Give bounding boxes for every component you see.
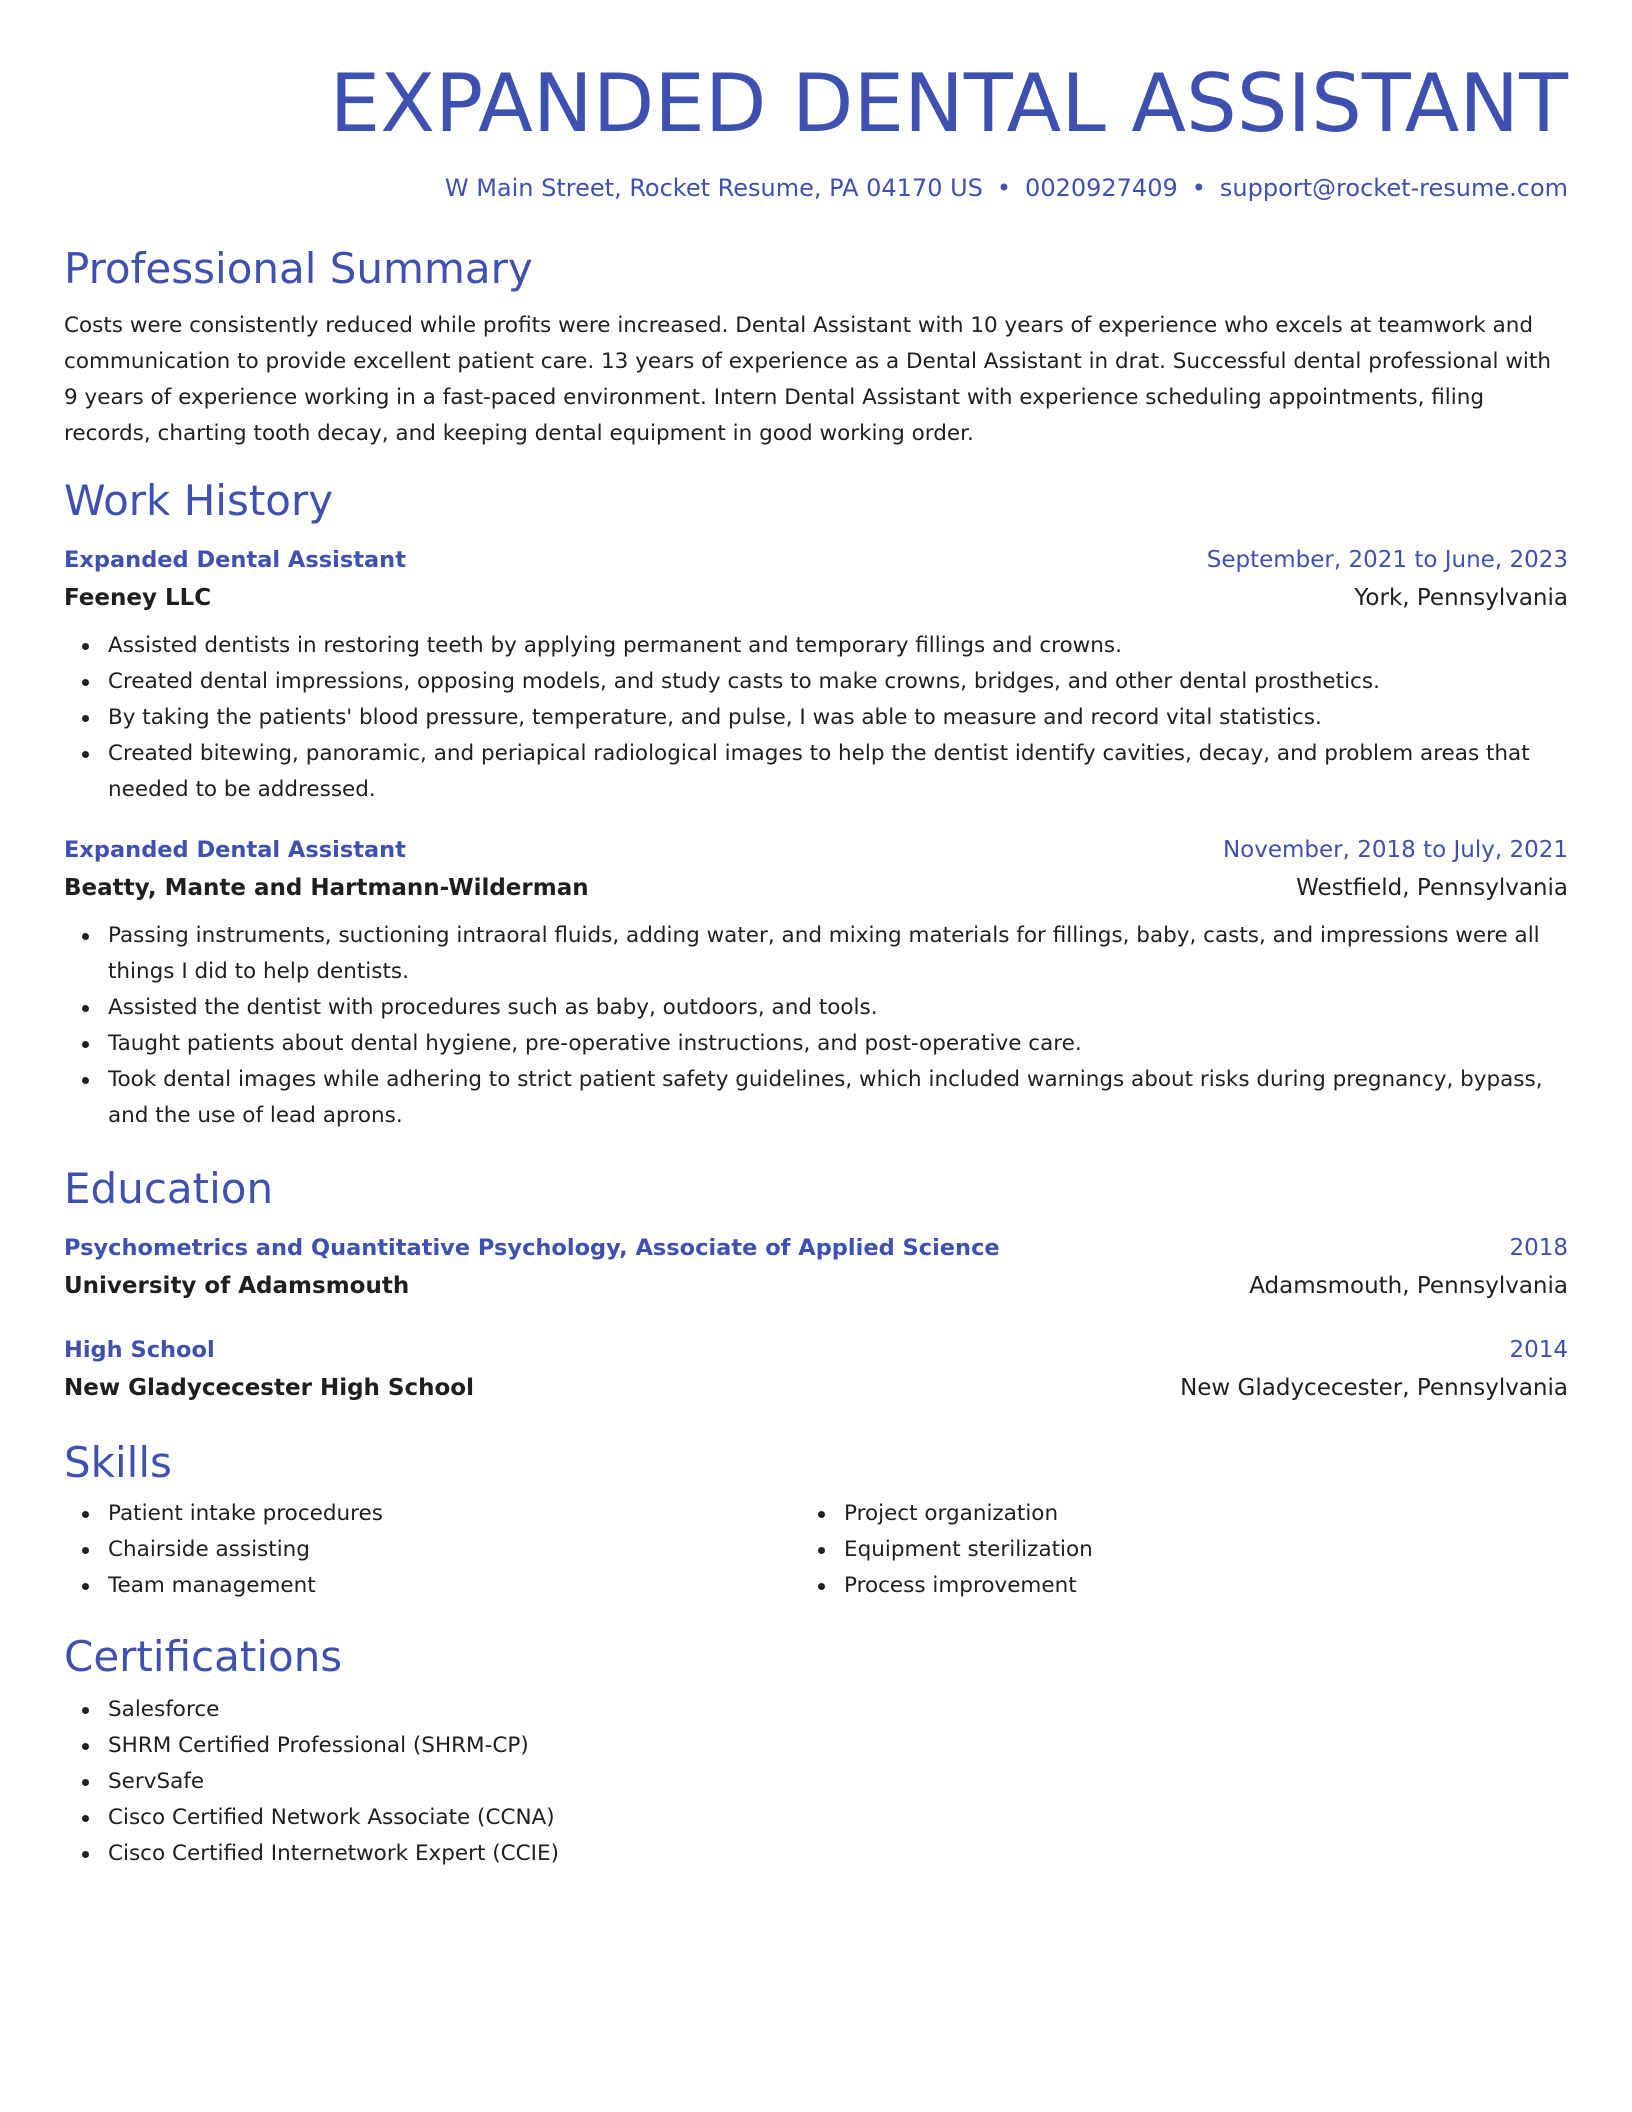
job-company: Beatty, Mante and Hartmann-Wilderman — [64, 875, 589, 901]
list-item: Chairside assisting — [108, 1532, 800, 1568]
summary-text: Costs were consistently reduced while profits were increased. Dental Assistant with 10 years of experience who excels at teamwork and communication to provide excellent patient care. 13 years of experience as a Dental Assistant in drat. Successful dental professional with 9 years of experience working in a fast-paced environment. Intern Dental Assistant with experience scheduling appointments, filing records, charting tooth decay, and keeping dental equipment in good working order. — [64, 313, 1551, 446]
skills-section — [64, 1438, 1568, 1604]
list-item: Created dental impressions, opposing models, and study casts to make crowns, bridges, and other dental prosthetics. — [108, 664, 1568, 700]
list-item: Cisco Certified Network Associate (CCNA) — [108, 1800, 1568, 1836]
contact-address: W Main Street, Rocket Resume, PA 04170 US — [444, 174, 983, 202]
list-item: Passing instruments, suctioning intraoral fluids, adding water, and mixing materials for fillings, baby, casts, and impressions were all things I did to help dentists. — [108, 918, 1568, 990]
list-item: Team management — [108, 1568, 800, 1604]
list-item: Assisted dentists in restoring teeth by applying permanent and temporary fillings and crowns. — [108, 628, 1568, 664]
list-item: Project organization — [844, 1496, 1536, 1532]
education-degree-row — [64, 1332, 1568, 1368]
work-history-section — [64, 476, 1568, 1134]
list-item: Equipment sterilization — [844, 1532, 1536, 1568]
section-title: Professional Summary — [64, 244, 533, 293]
resume-name: EXPANDED DENTAL ASSISTANT — [329, 57, 1568, 150]
education-section — [64, 1164, 1568, 1408]
job-dates: September, 2021 to June, 2023 — [1206, 547, 1568, 573]
education-year: 2018 — [1509, 1235, 1568, 1261]
education-degree: High School — [64, 1337, 215, 1363]
education-school-row — [64, 1266, 1568, 1306]
list-item: Created bitewing, panoramic, and periapical radiological images to help the dentist identify cavities, decay, and problem areas that needed to be addressed. — [108, 736, 1568, 808]
job-company: Feeney LLC — [64, 585, 212, 611]
job-bullets — [64, 918, 1568, 1134]
education-school-row — [64, 1368, 1568, 1408]
section-title: Education — [64, 1164, 274, 1213]
section-title: Work History — [64, 476, 334, 525]
education-school: University of Adamsmouth — [64, 1273, 410, 1299]
skills-list-right — [800, 1496, 1536, 1604]
education-location: Adamsmouth, Pennsylvania — [1249, 1273, 1568, 1299]
certifications-list — [64, 1692, 1568, 1872]
section-title: Certifications — [64, 1632, 343, 1681]
list-item: ServSafe — [108, 1764, 1568, 1800]
list-item: By taking the patients' blood pressure, temperature, and pulse, I was able to measure and record vital statistics. — [108, 700, 1568, 736]
contact-separator: • — [996, 174, 1012, 202]
section-title: Skills — [64, 1438, 172, 1487]
skills-grid — [64, 1496, 1568, 1604]
job-bullets — [64, 628, 1568, 808]
list-item: Salesforce — [108, 1692, 1568, 1728]
contact-separator: • — [1191, 174, 1206, 202]
education-location: New Gladycecester, Pennsylvania — [1180, 1375, 1568, 1401]
list-item: Assisted the dentist with procedures such as baby, outdoors, and tools. — [108, 990, 1568, 1026]
summary-section — [64, 244, 1568, 452]
job-dates: November, 2018 to July, 2021 — [1222, 837, 1568, 863]
job-company-row — [64, 868, 1568, 908]
contact-email[interactable]: support@rocket-resume.com — [1219, 174, 1568, 202]
education-degree: Psychometrics and Quantitative Psychology, Associate of Applied Science — [64, 1235, 1000, 1261]
education-year: 2014 — [1509, 1337, 1568, 1363]
certifications-section — [64, 1632, 1568, 1872]
job-location: Westfield, Pennsylvania — [1296, 875, 1568, 901]
job-entry — [64, 542, 1568, 808]
education-entry — [64, 1230, 1568, 1306]
education-school: New Gladycecester High School — [64, 1375, 474, 1401]
resume-header — [64, 56, 1568, 204]
list-item: Process improvement — [844, 1568, 1536, 1604]
list-item: Took dental images while adhering to strict patient safety guidelines, which included warnings about risks during pregnancy, bypass, and the use of lead aprons. — [108, 1062, 1568, 1134]
job-title-row — [64, 832, 1568, 868]
skills-list-left — [64, 1496, 800, 1604]
contact-line — [64, 172, 1568, 204]
job-entry — [64, 832, 1568, 1134]
list-item: Patient intake procedures — [108, 1496, 800, 1532]
job-role: Expanded Dental Assistant — [64, 547, 406, 573]
list-item: SHRM Certified Professional (SHRM-CP) — [108, 1728, 1568, 1764]
education-degree-row — [64, 1230, 1568, 1266]
list-item: Cisco Certified Internetwork Expert (CCIE) — [108, 1836, 1568, 1872]
contact-phone: 0020927409 — [1025, 174, 1178, 202]
job-title-row — [64, 542, 1568, 578]
job-role: Expanded Dental Assistant — [64, 837, 406, 863]
list-item: Taught patients about dental hygiene, pre-operative instructions, and post-operative care. — [108, 1026, 1568, 1062]
job-location: York, Pennsylvania — [1354, 585, 1568, 611]
education-entry — [64, 1332, 1568, 1408]
job-company-row — [64, 578, 1568, 618]
